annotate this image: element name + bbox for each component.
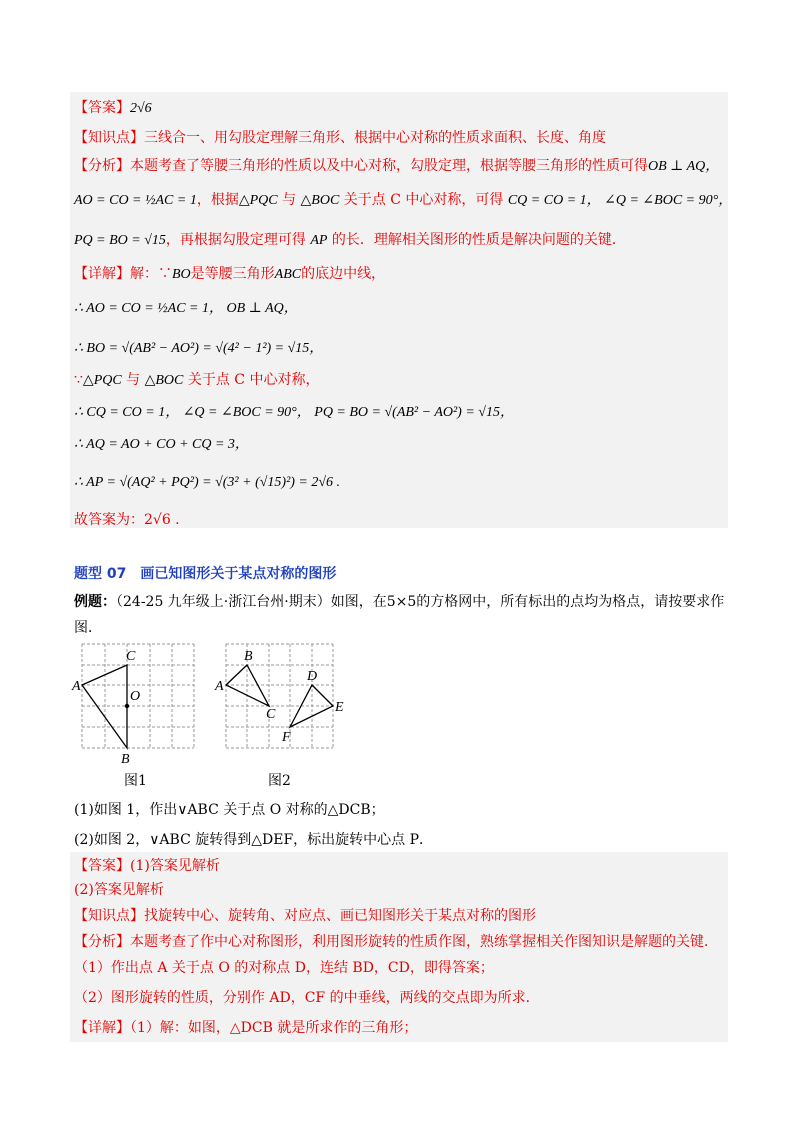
analysis-math: AP — [310, 233, 328, 248]
detail-math: BO — [172, 267, 191, 282]
answer-tag: 【答案】 — [74, 858, 130, 874]
label-b: B — [244, 649, 253, 664]
detail-text: 与 — [126, 372, 141, 388]
detail-math: △BOC — [144, 373, 184, 388]
step-text: （1）作出点 A 关于点 O 的对称点 D，连结 BD，CD，即得答案； — [74, 960, 494, 976]
example-label: 例题： — [74, 594, 116, 610]
detail-tag: 【详解】 — [74, 1020, 130, 1036]
detail-math: ∴ CQ = CO = 1， ∠Q = ∠BOC = 90°， PQ = BO = √(AB² − AO²) = √15， — [74, 405, 514, 420]
answer2-analysis — [74, 932, 718, 952]
detail-row-5 — [74, 402, 514, 423]
detail-text: 关于点 C 中心对称， — [187, 372, 320, 388]
question-2 — [74, 830, 433, 850]
example-row-1 — [74, 592, 724, 612]
detail-row-4 — [74, 370, 319, 391]
step-text: （2）图形旋转的性质，分别作 AD，CF 的中垂线，两线的交点即为所求． — [74, 990, 540, 1006]
figure-1-caption: 图1 — [124, 773, 147, 789]
label-e: E — [335, 700, 344, 715]
analysis-text: 关于点 C 中心对称，可得 — [343, 192, 504, 208]
label-f: F — [282, 730, 291, 745]
knowledge-tag: 【知识点】 — [74, 130, 144, 146]
detail-row-2 — [74, 298, 298, 319]
knowledge-tag: 【知识点】 — [74, 908, 144, 924]
detail-row-6 — [74, 434, 249, 455]
answer-value: 2√6 — [130, 101, 152, 116]
label-d: D — [307, 669, 318, 684]
grid-lines — [226, 644, 333, 748]
conclusion-row — [74, 510, 180, 530]
point-o — [125, 704, 129, 708]
detail-tag: 【详解】 — [74, 266, 130, 282]
analysis-tag: 【分析】 — [74, 934, 130, 950]
label-c: C — [126, 649, 136, 664]
question-1 — [74, 800, 385, 820]
question-1-text: (1)如图 1，作出∨ABC 关于点 O 对称的△DCB； — [74, 802, 385, 818]
analysis-row-2 — [74, 190, 732, 211]
detail-text: ∵ — [74, 372, 83, 388]
question-2-text: (2)如图 2，∨ABC 旋转得到△DEF，标出旋转中心点 P． — [74, 832, 434, 848]
label-a: A — [72, 679, 81, 694]
detail-math: ∴ AO = CO = ½AC = 1， OB ⊥ AQ， — [74, 301, 298, 316]
label-a: A — [215, 679, 224, 694]
example-text: 图． — [74, 620, 102, 636]
answer2-row-2 — [74, 880, 164, 900]
answer-text: (2)答案见解析 — [74, 882, 164, 898]
answer2-step-1 — [74, 958, 494, 978]
example-text: （24-25 九年级上·浙江台州·期末）如图，在5×5的方格网中，所有标出的点均为格点，请按要求作 — [116, 594, 725, 610]
knowledge-text: 找旋转中心、旋转角、对应点、画已知图形关于某点对称的图形 — [144, 908, 536, 924]
figure-1 — [70, 634, 200, 764]
knowledge-row — [74, 128, 606, 148]
analysis-math: CQ = CO = 1， ∠Q = ∠BOC = 90°， — [507, 193, 733, 208]
analysis-row-1 — [74, 156, 719, 177]
detail-text: 的底边中线， — [301, 266, 386, 282]
detail-math: ABC — [274, 267, 302, 282]
analysis-text: 的长．理解相关图形的性质是解决问题的关键． — [331, 232, 626, 248]
section-heading: 题型 07 画已知图形关于某点对称的图形 — [74, 566, 337, 582]
analysis-text: ，根据 — [196, 192, 239, 208]
analysis-math: AO = CO = ½AC = 1 — [74, 193, 197, 208]
analysis-text: 与 — [282, 192, 297, 208]
detail-text: 是等腰三角形 — [190, 266, 275, 282]
detail-row-1 — [74, 264, 385, 285]
analysis-math: △BOC — [300, 193, 340, 208]
analysis-text: 本题考查了作中心对称图形，利用图形旋转的性质作图，熟练掌握相关作图知识是解题的关键． — [130, 934, 718, 950]
analysis-text: 本题考查了等腰三角形的性质以及中心对称，勾股定理，根据等腰三角形的性质可得 — [130, 158, 648, 174]
answer-row — [74, 98, 152, 119]
answer-text: (1)答案见解析 — [130, 858, 220, 874]
label-b: B — [121, 752, 130, 764]
answer2-step-2 — [74, 988, 540, 1008]
detail-math: ∴ AP = √(AQ² + PQ²) = √(3² + (√15)²) = 2√6 . — [74, 475, 341, 490]
analysis-math: △PQC — [238, 193, 278, 208]
figure-2 — [214, 634, 354, 764]
answer2-row-1 — [74, 856, 220, 876]
analysis-text: ，再根据勾股定理可得 — [165, 232, 306, 248]
label-c: C — [266, 707, 276, 722]
analysis-math: PQ = BO = √15 — [74, 233, 166, 248]
knowledge-text: 三线合一、用勾股定理解三角形、根据中心对称的性质求面积、长度、角度 — [144, 130, 606, 146]
detail-row-3 — [74, 338, 323, 359]
detail-text: （1）解：如图，△DCB 就是所求作的三角形； — [130, 1020, 418, 1036]
detail-math: ∴ BO = √(AB² − AO²) = √(4² − 1²) = √15， — [74, 341, 324, 356]
label-o: O — [130, 689, 141, 704]
detail-math: △PQC — [82, 373, 122, 388]
answer2-knowledge — [74, 906, 536, 926]
detail-text: 解：∵ — [130, 266, 172, 282]
analysis-row-3 — [74, 230, 626, 251]
detail-math: ∴ AQ = AO + CO + CQ = 3， — [74, 437, 249, 452]
answer2-detail — [74, 1018, 417, 1038]
figure-2-caption: 图2 — [268, 773, 291, 789]
analysis-math: OB ⊥ AQ， — [648, 159, 720, 174]
answer-tag: 【答案】 — [74, 100, 130, 116]
conclusion-text: 故答案为：2√6 . — [74, 512, 180, 528]
analysis-tag: 【分析】 — [74, 158, 130, 174]
detail-row-7 — [74, 472, 340, 493]
